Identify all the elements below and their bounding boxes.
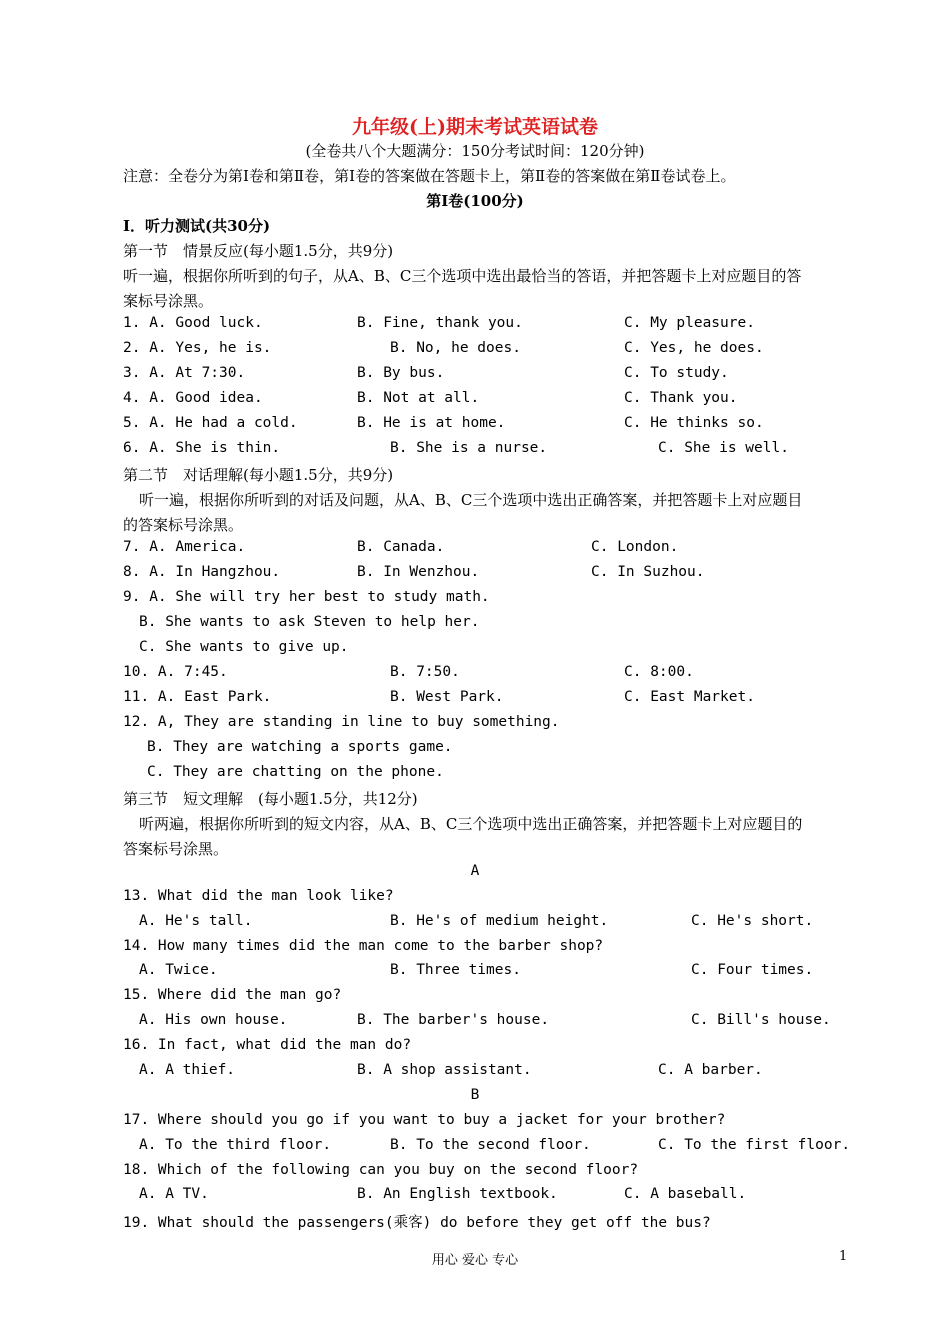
q18-option-a: A. A TV. bbox=[139, 1186, 209, 1202]
q14-option-b: B. Three times. bbox=[390, 962, 521, 978]
q11-option-c: C. East Market. bbox=[624, 689, 755, 705]
part2-instruction-cont: 的答案标号涂黑。 bbox=[123, 516, 244, 534]
q8-option-b: B. In Wenzhou. bbox=[357, 564, 480, 580]
q18-option-b: B. An English textbook. bbox=[357, 1186, 558, 1202]
q5-option-c: C. He thinks so. bbox=[624, 415, 764, 431]
q11-option-a: 11. A. East Park. bbox=[123, 689, 272, 705]
exam-notice: 注意：全卷分为第Ⅰ卷和第Ⅱ卷，第Ⅰ卷的答案做在答题卡上，第Ⅱ卷的答案做在第Ⅱ卷试卷上。 bbox=[123, 167, 736, 185]
q17-option-a: A. To the third floor. bbox=[139, 1137, 332, 1153]
q13-option-c: C. He's short. bbox=[691, 913, 814, 929]
part3-heading: 第三节 短文理解 (每小题1.5分，共12分) bbox=[123, 790, 418, 808]
q13-option-a: A. He's tall. bbox=[139, 913, 253, 929]
q7-option-b: B. Canada. bbox=[357, 539, 445, 555]
passage-a-label: A bbox=[470, 863, 480, 879]
q17-question: 17. Where should you go if you want to buy a jacket for your brother? bbox=[123, 1112, 726, 1128]
q2-option-b: B. No, he does. bbox=[390, 340, 521, 356]
q6-option-b: B. She is a nurse. bbox=[390, 440, 548, 456]
q10-option-b: B. 7:50. bbox=[390, 664, 460, 680]
q3-option-a: 3. A. At 7:30. bbox=[123, 365, 246, 381]
q6-option-a: 6. A. She is thin. bbox=[123, 440, 281, 456]
part2-instruction: 听一遍，根据你所听到的对话及问题，从A、B、C三个选项中选出正确答案，并把答题卡上对应题目 bbox=[139, 491, 803, 509]
part3-instruction: 听两遍，根据你所听到的短文内容，从A、B、C三个选项中选出正确答案，并把答题卡上对应题目的 bbox=[139, 815, 803, 833]
q3-option-b: B. By bus. bbox=[357, 365, 445, 381]
part1-instruction-cont: 案标号涂黑。 bbox=[123, 292, 214, 310]
q13-option-b: B. He's of medium height. bbox=[390, 913, 609, 929]
q19-question: 19. What should the passengers(乘客) do before they get off the bus? bbox=[123, 1215, 711, 1231]
q9-option-a: 9. A. She will try her best to study math. bbox=[123, 589, 490, 605]
q15-option-a: A. His own house. bbox=[139, 1012, 288, 1028]
part1-heading: 第一节 情景反应(每小题1.5分，共9分) bbox=[123, 242, 394, 260]
q12-option-c: C. They are chatting on the phone. bbox=[147, 764, 444, 780]
q18-option-c: C. A baseball. bbox=[624, 1186, 747, 1202]
q8-option-c: C. In Suzhou. bbox=[591, 564, 705, 580]
q4-option-b: B. Not at all. bbox=[357, 390, 480, 406]
q9-option-b: B. She wants to ask Steven to help her. bbox=[139, 614, 480, 630]
exam-title: 九年级(上)期末考试英语试卷 bbox=[352, 116, 598, 138]
q1-option-b: B. Fine, thank you. bbox=[357, 315, 523, 331]
q2-option-a: 2. A. Yes, he is. bbox=[123, 340, 272, 356]
q1-option-c: C. My pleasure. bbox=[624, 315, 755, 331]
q3-option-c: C. To study. bbox=[624, 365, 729, 381]
page-number: 1 bbox=[839, 1249, 848, 1264]
q6-option-c: C. She is well. bbox=[658, 440, 789, 456]
q16-option-a: A. A thief. bbox=[139, 1062, 236, 1078]
exam-subtitle: (全卷共八个大题满分：150分考试时间：120分钟) bbox=[305, 142, 645, 160]
q2-option-c: C. Yes, he does. bbox=[624, 340, 764, 356]
q15-option-b: B. The barber's house. bbox=[357, 1012, 550, 1028]
q14-option-a: A. Twice. bbox=[139, 962, 218, 978]
q14-question: 14. How many times did the man come to the barber shop? bbox=[123, 938, 604, 954]
q7-option-a: 7. A. America. bbox=[123, 539, 246, 555]
q16-option-c: C. A barber. bbox=[658, 1062, 763, 1078]
q9-option-c: C. She wants to give up. bbox=[139, 639, 349, 655]
q17-option-c: C. To the first floor. bbox=[658, 1137, 851, 1153]
footer-motto: 用心 爱心 专心 bbox=[431, 1253, 519, 1268]
q4-option-a: 4. A. Good idea. bbox=[123, 390, 263, 406]
section-heading: Ⅰ．听力测试(共30分) bbox=[123, 217, 271, 235]
q18-question: 18. Which of the following can you buy on the second floor? bbox=[123, 1162, 639, 1178]
q5-option-a: 5. A. He had a cold. bbox=[123, 415, 298, 431]
q12-option-b: B. They are watching a sports game. bbox=[147, 739, 453, 755]
q7-option-c: C. London. bbox=[591, 539, 679, 555]
q10-option-a: 10. A. 7:45. bbox=[123, 664, 228, 680]
q16-option-b: B. A shop assistant. bbox=[357, 1062, 532, 1078]
q4-option-c: C. Thank you. bbox=[624, 390, 738, 406]
q17-option-b: B. To the second floor. bbox=[390, 1137, 591, 1153]
q16-question: 16. In fact, what did the man do? bbox=[123, 1037, 412, 1053]
q13-question: 13. What did the man look like? bbox=[123, 888, 394, 904]
q5-option-b: B. He is at home. bbox=[357, 415, 506, 431]
q15-question: 15. Where did the man go? bbox=[123, 987, 342, 1003]
part3-instruction-cont: 答案标号涂黑。 bbox=[123, 840, 229, 858]
part2-heading: 第二节 对话理解(每小题1.5分，共9分) bbox=[123, 466, 394, 484]
q12-option-a: 12. A, They are standing in line to buy something. bbox=[123, 714, 560, 730]
q8-option-a: 8. A. In Hangzhou. bbox=[123, 564, 281, 580]
passage-b-label: B bbox=[470, 1087, 480, 1103]
q1-option-a: 1. A. Good luck. bbox=[123, 315, 263, 331]
part1-instruction: 听一遍，根据你所听到的句子，从A、B、C三个选项中选出最恰当的答语，并把答题卡上对应题目的答 bbox=[123, 267, 802, 285]
q14-option-c: C. Four times. bbox=[691, 962, 814, 978]
volume-heading: 第Ⅰ卷(100分) bbox=[426, 192, 524, 210]
q10-option-c: C. 8:00. bbox=[624, 664, 694, 680]
q15-option-c: C. Bill's house. bbox=[691, 1012, 831, 1028]
q11-option-b: B. West Park. bbox=[390, 689, 504, 705]
